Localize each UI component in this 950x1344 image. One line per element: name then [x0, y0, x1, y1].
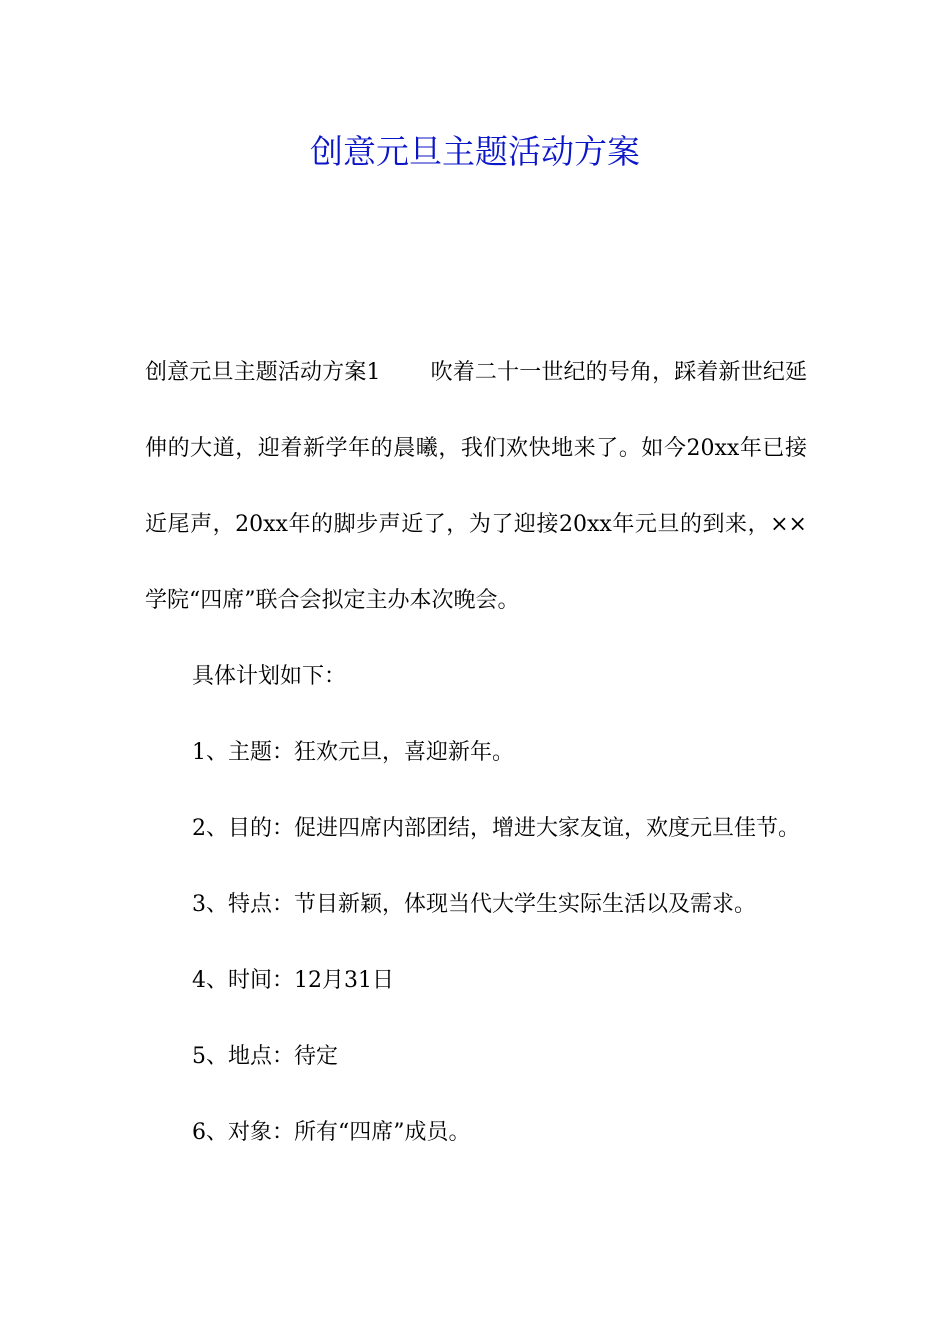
intro-paragraph	[145, 335, 807, 639]
document-body	[145, 335, 807, 1171]
document-title: 创意元旦主题活动方案	[310, 132, 640, 171]
list-item-features: 3、特点：节目新颖，体现当代大学生实际生活以及需求。	[192, 892, 756, 917]
plan-intro: 具体计划如下：	[192, 664, 347, 689]
list-item-location: 5、地点：待定	[192, 1044, 338, 1069]
section-heading: 创意元旦主题活动方案1	[145, 360, 381, 385]
list-item-purpose: 2、目的：促进四席内部团结，增进大家友谊，欢度元旦佳节。	[192, 816, 800, 841]
list-item-theme: 1、主题：狂欢元旦，喜迎新年。	[192, 740, 514, 765]
list-item-audience: 6、对象：所有“四席”成员。	[192, 1120, 471, 1145]
list-item-time: 4、时间：12月31日	[192, 968, 394, 993]
intro-text: 吹着二十一世纪的号角，踩着新世纪延伸的大道，迎着新学年的晨曦，我们欢快地来了。如今20xx年已接近尾声，20xx年的脚步声近了，为了迎接20xx年元旦的到来，××学院“四席”联合会拟定主办本次晚会。	[145, 360, 807, 613]
